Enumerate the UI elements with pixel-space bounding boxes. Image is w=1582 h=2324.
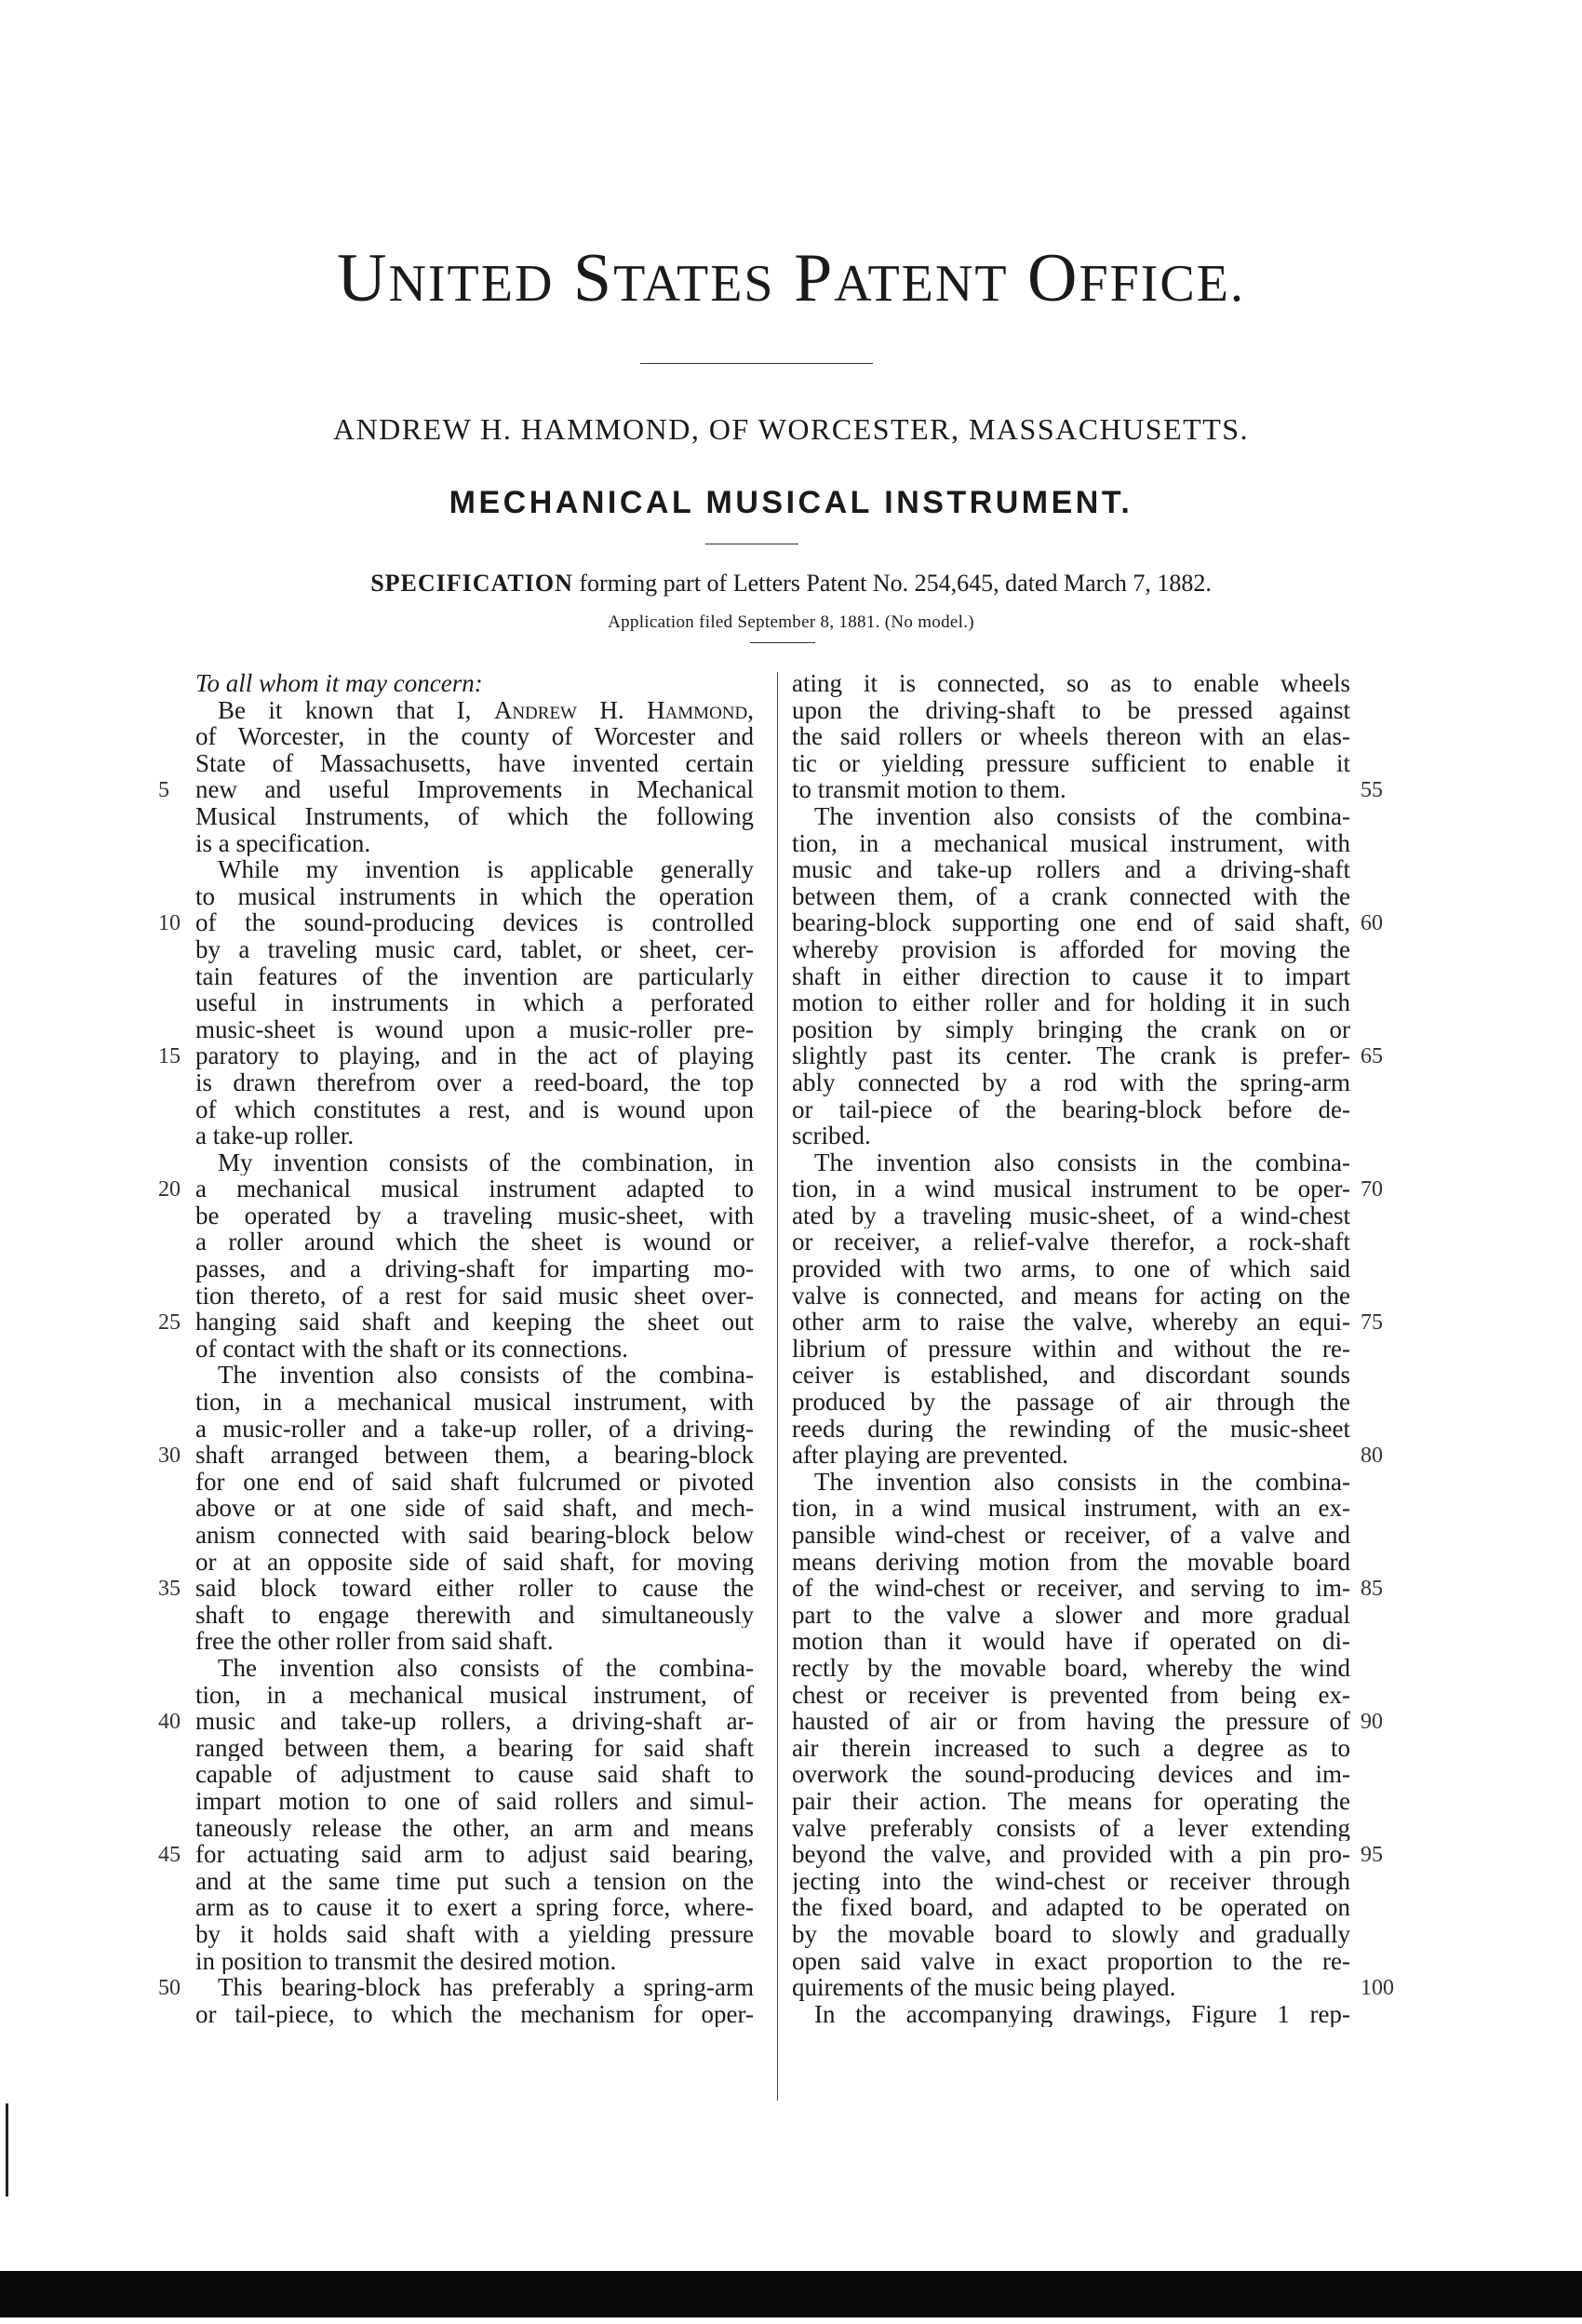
spec-text: forming part of Letters Patent No. 254,645, dated March 7, 1882. — [572, 570, 1212, 597]
text-line: paratory to playing, and in the act of playing — [195, 1042, 754, 1069]
text-line: or at an opposite side of said shaft, for moving — [195, 1548, 754, 1576]
text-line: a roller around which the sheet is wound or — [195, 1229, 754, 1256]
text-line: scribed. — [792, 1122, 871, 1149]
text-line: and at the same time put such a tension on the — [195, 1867, 754, 1895]
text-line: capable of adjustment to cause said shaft to — [195, 1761, 754, 1788]
text-line: for actuating said arm to adjust said bearing, — [195, 1841, 754, 1868]
text-line: by a traveling music card, tablet, or sheet, cer- — [195, 935, 754, 963]
text-line: or tail-piece of the bearing-block before de- — [792, 1095, 1350, 1123]
opening-text: Be it known that I, — [218, 696, 494, 724]
text-line: This bearing-block has preferably a spring-arm — [218, 1974, 754, 2001]
text-line: taneously release the other, an arm and means — [195, 1814, 754, 1842]
office-rest: TATES — [613, 255, 775, 313]
line-number: 80 — [1361, 1444, 1383, 1469]
text-line: in position to transmit the desired motion. — [195, 1947, 617, 1975]
text-line: ceiver is established, and discordant sounds — [792, 1362, 1350, 1390]
text-line: impart motion to one of said rollers and simul- — [195, 1787, 754, 1815]
text-line: said block toward either roller to cause the — [195, 1575, 754, 1602]
text-line: by the movable board to slowly and gradually — [792, 1920, 1350, 1948]
text-line: music and take-up rollers and a driving-shaft — [792, 856, 1350, 883]
office-initial: U — [337, 240, 389, 316]
line-number: 90 — [1361, 1710, 1383, 1735]
text-line: anism connected with said bearing-block below — [195, 1522, 754, 1549]
text-line: position by simply bringing the crank on or — [792, 1015, 1350, 1043]
text-line: whereby provision is afforded for moving the — [792, 935, 1350, 963]
text-line: The invention also consists in the combina- — [814, 1149, 1350, 1176]
text-line: other arm to raise the valve, whereby an equi- — [792, 1309, 1350, 1336]
text-line: My invention consists of the combination, in — [218, 1149, 754, 1176]
line-number: 95 — [1361, 1843, 1383, 1868]
text-line: shaft to engage therewith and simultaneously — [195, 1601, 754, 1629]
line-number: 75 — [1361, 1310, 1383, 1336]
text-line: slightly past its center. The crank is prefer- — [792, 1042, 1350, 1069]
text-line: ated by a traveling music-sheet, of a wind-chest — [792, 1202, 1350, 1229]
office-rest: ATENT — [834, 255, 1009, 313]
text-line: a music-roller and a take-up roller, of a driving- — [195, 1415, 754, 1443]
line-number: 100 — [1361, 1976, 1394, 2001]
text-line: shaft arranged between them, a bearing-block — [195, 1442, 754, 1469]
text-line: The invention also consists of the combina- — [218, 1654, 754, 1682]
text-line: of the wind-chest or receiver, and serving to im- — [792, 1575, 1350, 1602]
text-line: above or at one side of said shaft, and mech- — [195, 1495, 754, 1522]
text-line: or tail-piece, to which the mechanism for oper- — [195, 2000, 754, 2028]
text-line: bearing-block supporting one end of said shaft, — [792, 909, 1350, 936]
text-line: pair their action. The means for operating the — [792, 1787, 1350, 1815]
text-line: chest or receiver is prevented from being ex- — [792, 1681, 1350, 1709]
line-number: 50 — [158, 1976, 181, 2001]
text-line: Musical Instruments, of which the following — [195, 802, 754, 830]
office-rest: FFICE. — [1079, 255, 1245, 313]
line-number: 70 — [1361, 1177, 1383, 1202]
office-initial: S — [572, 240, 614, 316]
office-rest: NITED — [388, 255, 555, 313]
office-initial: O — [1027, 240, 1079, 316]
office-word — [1027, 240, 1245, 316]
text-line: arm as to cause it to exert a spring force, where- — [195, 1894, 754, 1921]
text-line: music and take-up rollers, a driving-shaft ar- — [195, 1708, 754, 1735]
text-line: While my invention is applicable generally — [218, 856, 754, 883]
filing-line: Application filed September 8, 1881. (No model.) — [608, 612, 974, 632]
scan-bottom-band — [0, 2271, 1582, 2317]
text-line: tion, in a mechanical musical instrument, of — [195, 1681, 754, 1709]
text-line: shaft in either direction to cause it to impart — [792, 962, 1350, 990]
text-line: valve preferably consists of a lever extending — [792, 1814, 1350, 1842]
line-number: 60 — [1361, 911, 1383, 936]
patent-title: MECHANICAL MUSICAL INSTRUMENT. — [449, 485, 1133, 520]
header-rule-1 — [640, 363, 873, 364]
line-number: 45 — [158, 1843, 181, 1868]
column-divider — [777, 672, 778, 2101]
text-line: the fixed board, and adapted to be operated on — [792, 1894, 1350, 1921]
text-line: provided with two arms, to one of which said — [792, 1256, 1350, 1283]
text-line: In the accompanying drawings, Figure 1 rep- — [814, 2000, 1350, 2028]
text-line: of which constitutes a rest, and is wound upon — [195, 1095, 754, 1123]
text-line: is a specification. — [195, 829, 371, 857]
text-line: The invention also consists of the combina- — [814, 802, 1350, 830]
text-line: quirements of the music being played. — [792, 1974, 1176, 2001]
text-line: The invention also consists of the combina- — [218, 1362, 754, 1390]
text-line: useful in instruments in which a perforated — [195, 989, 754, 1016]
line-number: 35 — [158, 1577, 181, 1602]
text-line: librium of pressure within and without the re- — [792, 1335, 1350, 1363]
text-line: be operated by a traveling music-sheet, with — [195, 1202, 754, 1229]
text-line: a mechanical musical instrument adapted to — [195, 1175, 754, 1202]
text-line: beyond the valve, and provided with a pin pro- — [792, 1841, 1350, 1868]
line-number: 85 — [1361, 1577, 1383, 1602]
text-line: air therein increased to such a degree as to — [792, 1734, 1350, 1762]
text-line: a take-up roller. — [195, 1122, 355, 1149]
text-line: tion thereto, of a rest for said music sheet over- — [195, 1282, 754, 1310]
text-line: The invention also consists in the combina- — [814, 1468, 1350, 1496]
text-line: overwork the sound-producing devices and im- — [792, 1761, 1350, 1788]
spec-label: SPECIFICATION — [370, 570, 573, 597]
text-line: pansible wind-chest or receiver, of a valve and — [792, 1522, 1350, 1549]
text-line: is drawn therefrom over a reed-board, the top — [195, 1068, 754, 1096]
text-line: reeds during the rewinding of the music-sheet — [792, 1415, 1350, 1443]
text-line: tion, in a wind musical instrument, with an ex- — [792, 1495, 1350, 1522]
text-line: motion than it would have if operated on di- — [792, 1628, 1350, 1655]
text-line: tion, in a wind musical instrument to be oper- — [792, 1175, 1350, 1202]
text-line: valve is connected, and means for acting on the — [792, 1282, 1350, 1310]
text-line: produced by the passage of air through the — [792, 1389, 1350, 1416]
text-line: of the sound-producing devices is controlled — [195, 909, 754, 936]
text-line: to musical instruments in which the operation — [195, 882, 754, 910]
text-line: after playing are prevented. — [792, 1442, 1068, 1469]
text-line: tion, in a mechanical musical instrument, with — [792, 829, 1350, 857]
text-line: upon the driving-shaft to be pressed against — [792, 696, 1350, 724]
header-rule-3 — [750, 642, 815, 643]
specification-line — [0, 570, 1582, 598]
inventor-line: ANDREW H. HAMMOND, OF WORCESTER, MASSACHUSETTS. — [332, 412, 1250, 446]
right-column — [792, 670, 1350, 2027]
text-line: motion to either roller and for holding it in such — [792, 989, 1350, 1016]
text-line: ably connected by a rod with the spring-arm — [792, 1068, 1350, 1096]
text-line: new and useful Improvements in Mechanical — [195, 776, 754, 803]
office-heading — [0, 240, 1582, 316]
inventor-name: Andrew H. Hammond, — [493, 696, 754, 724]
text-line: part to the valve a slower and more gradual — [792, 1601, 1350, 1629]
office-initial: P — [794, 240, 835, 316]
text-line: ating it is connected, so as to enable wheels — [792, 670, 1350, 697]
line-number: 40 — [158, 1710, 181, 1735]
line-number: 15 — [158, 1044, 181, 1069]
text-line: passes, and a driving-shaft for imparting mo- — [195, 1256, 754, 1283]
salutation: To all whom it may concern: — [195, 670, 483, 697]
text-line: of Worcester, in the county of Worcester and — [195, 723, 754, 750]
text-line: hausted of air or from having the pressure of — [792, 1708, 1350, 1735]
line-number: 25 — [158, 1310, 181, 1336]
text-line: between them, of a crank connected with the — [792, 882, 1350, 910]
text-line: free the other roller from said shaft. — [195, 1628, 554, 1655]
opening-line — [195, 697, 754, 724]
text-line: tain features of the invention are particularly — [195, 962, 754, 990]
text-line: the said rollers or wheels thereon with an elas- — [792, 723, 1350, 750]
text-line: jecting into the wind-chest or receiver through — [792, 1867, 1350, 1895]
text-line: or receiver, a relief-valve therefor, a rock-shaft — [792, 1229, 1350, 1256]
line-number: 30 — [158, 1444, 181, 1469]
text-line: tion, in a mechanical musical instrument, with — [195, 1389, 754, 1416]
line-number: 5 — [158, 778, 169, 803]
text-line: hanging said shaft and keeping the sheet out — [195, 1309, 754, 1336]
office-word — [573, 240, 775, 316]
office-word — [337, 240, 554, 316]
text-line: to transmit motion to them. — [792, 776, 1066, 803]
line-number: 55 — [1361, 778, 1383, 803]
text-line: for one end of said shaft fulcrumed or pivoted — [195, 1468, 754, 1496]
text-line: music-sheet is wound upon a music-roller pre- — [195, 1015, 754, 1043]
line-number: 65 — [1361, 1044, 1383, 1069]
line-number: 20 — [158, 1177, 181, 1202]
text-line: tic or yielding pressure sufficient to enable it — [792, 749, 1350, 777]
office-word — [794, 240, 1008, 316]
left-column — [195, 670, 754, 2027]
text-line: ranged between them, a bearing for said shaft — [195, 1734, 754, 1762]
scan-edge-mark — [6, 2103, 8, 2196]
text-line: rectly by the movable board, whereby the wind — [792, 1654, 1350, 1682]
text-line: means deriving motion from the movable board — [792, 1548, 1350, 1576]
text-line: State of Massachusetts, have invented certain — [195, 749, 754, 777]
text-line: of contact with the shaft or its connections. — [195, 1335, 628, 1363]
text-line: open said valve in exact proportion to the re- — [792, 1947, 1350, 1975]
line-number: 10 — [158, 911, 181, 936]
text-line: by it holds said shaft with a yielding pressure — [195, 1920, 754, 1948]
